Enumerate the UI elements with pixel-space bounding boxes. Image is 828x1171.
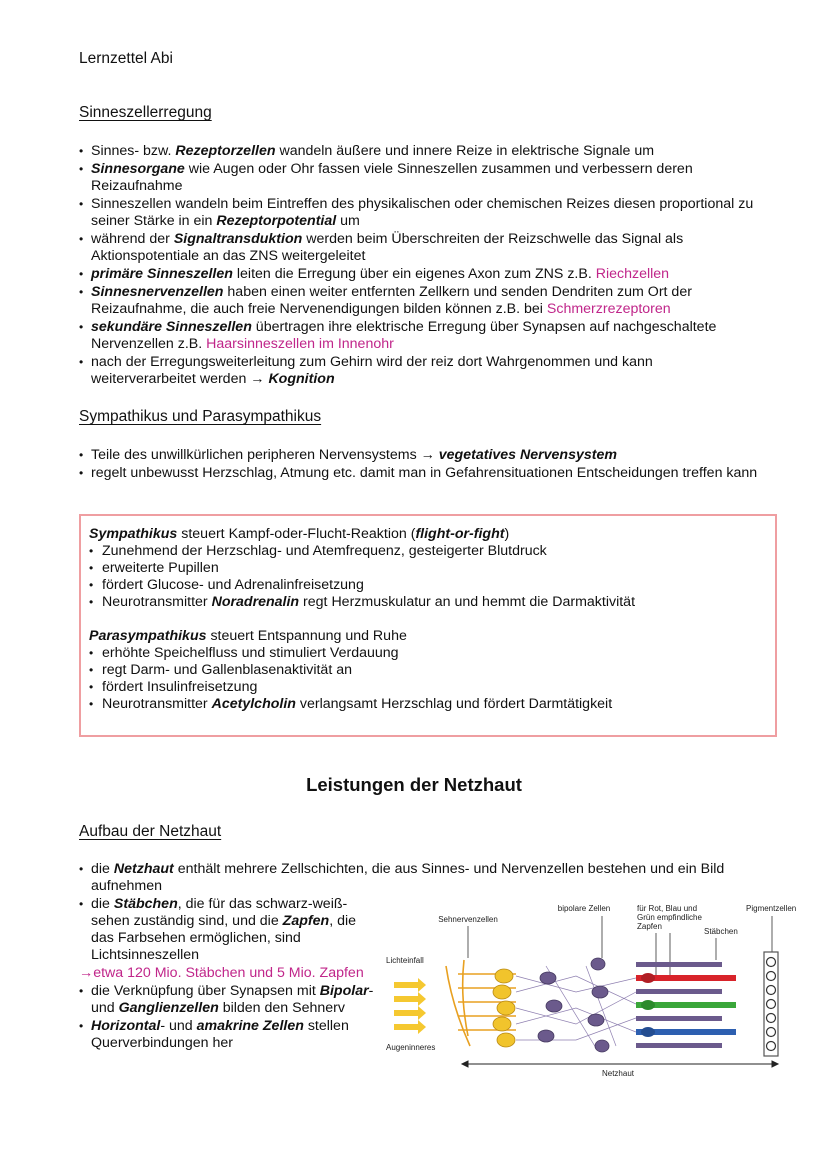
label-zapfen-1: für Rot, Blau und	[637, 904, 698, 913]
cross-connections	[516, 966, 636, 1048]
netzhaut-cells-list	[79, 896, 379, 964]
section-heading-sinneszellerregung: Sinneszellerregung	[79, 104, 212, 121]
list-item: • regt Darm- und Gallenblasenaktivität an	[89, 662, 767, 679]
label-sehnervenzellen: Sehnervenzellen	[438, 915, 498, 924]
center-title: Leistungen der Netzhaut	[306, 774, 522, 795]
list-item: • Sinnesnervenzellen haben einen weiter entfernten Zellkern und senden Dendriten zum Ort der Reizaufnahme, die auch freie Nervenendigungen bilden können z.B. bei Schmerzrezeptoren	[79, 284, 759, 318]
list-item: • Sinneszellen wandeln beim Eintreffen des physikalischen oder chemischen Reizes diesen proportional zu seiner Stärke in ein Rezeptorpotential um	[79, 196, 759, 230]
photoreceptors	[636, 962, 736, 1048]
sympathikus-effects-list	[89, 543, 767, 611]
label-pigmentzellen: Pigmentzellen	[746, 904, 797, 913]
list-item: • regelt unbewusst Herzschlag, Atmung etc. damit man in Gefahrensituationen Entscheidungen treffen kann	[79, 465, 759, 482]
list-item: • Teile des unwillkürlichen peripheren Nervensystems → vegetatives Nervensystem	[79, 447, 759, 464]
list-item: • während der Signaltransduktion werden beim Überschreiten der Reizschwelle das Signal als Aktionspotentiale an das ZNS weitergeleitet	[79, 231, 759, 265]
list-item: • Zunehmend der Herzschlag- und Atemfrequenz, gesteigerter Blutdruck	[89, 543, 767, 560]
label-lichteinfall: Lichteinfall	[386, 956, 424, 965]
list-item: • Sinnesorgane wie Augen oder Ohr fassen viele Sinneszellen zusammen und verbessern deren Reizaufnahme	[79, 161, 759, 195]
netzhaut-list	[79, 861, 759, 896]
sinneszellerregung-list	[79, 143, 759, 389]
section-heading-netzhaut: Aufbau der Netzhaut	[79, 823, 222, 840]
sympathikus-list	[79, 447, 759, 483]
page-title: Lernzettel Abi	[79, 50, 173, 67]
sympathikus-intro: Sympathikus steuert Kampf-oder-Flucht-Reaktion (flight-or-fight)	[89, 526, 510, 542]
label-augeninneres: Augeninneres	[386, 1043, 436, 1052]
list-item: • erweiterte Pupillen	[89, 560, 767, 577]
list-item: • sekundäre Sinneszellen übertragen ihre elektrische Erregung über Synapsen auf nachgeschaltete Nervenzellen z.B. Haarsinneszellen im Innenohr	[79, 319, 759, 353]
bipolar-cells	[538, 958, 609, 1052]
label-zapfen-3: Zapfen	[637, 922, 662, 931]
list-item: • fördert Glucose- und Adrenalinfreisetzung	[89, 577, 767, 594]
parasympathikus-intro: Parasympathikus steuert Entspannung und Ruhe	[89, 628, 407, 644]
label-staebchen: Stäbchen	[704, 927, 738, 936]
list-item: • fördert Insulinfreisetzung	[89, 679, 767, 696]
list-item: • die Verknüpfung über Synapsen mit Bipolar- und Ganglienzellen bilden den Sehnerv	[79, 983, 379, 1017]
lichteinfall-arrows	[394, 978, 426, 1034]
sympathikus-parasympathikus-box	[79, 514, 777, 737]
list-item: • Neurotransmitter Noradrenalin regt Herzmuskulatur an und hemmt die Darmaktivität	[89, 594, 767, 611]
section-heading-sympathikus: Sympathikus und Parasympathikus	[79, 408, 322, 425]
label-netzhaut: Netzhaut	[601, 1069, 635, 1078]
parasympathikus-effects-list	[89, 645, 767, 713]
label-zapfen-2: Grün empfindliche	[637, 913, 702, 922]
pigment-cells	[764, 952, 778, 1056]
list-item: • Sinnes- bzw. Rezeptorzellen wandeln äußere und innere Reize in elektrische Signale um	[79, 143, 759, 160]
list-item: • Horizontal- und amakrine Zellen stellen Querverbindungen her	[79, 1018, 379, 1052]
netzhaut-left-column	[79, 896, 379, 1053]
retina-diagram	[386, 896, 806, 1082]
list-item: • nach der Erregungsweiterleitung zum Gehirn wird der reiz dort Wahrgenommen und kann weiterverarbeitet werden → Kognition	[79, 354, 759, 388]
list-item: • Neurotransmitter Acetylcholin verlangsamt Herzschlag und fördert Darmtätigkeit	[89, 696, 767, 713]
list-item: • primäre Sinneszellen leiten die Erregung über ein eigenes Axon zum ZNS z.B. Riechzellen	[79, 266, 759, 283]
cell-count-note: →etwa 120 Mio. Stäbchen und 5 Mio. Zapfen	[79, 965, 364, 981]
list-item: • die Netzhaut enthält mehrere Zellschichten, die aus Sinnes- und Nervenzellen bestehen und ein Bild aufnehmen	[79, 861, 759, 895]
netzhaut-span-arrow	[462, 1061, 778, 1067]
ganglion-cells	[493, 969, 515, 1047]
list-item: • die Stäbchen, die für das schwarz-weiß-sehen zuständig sind, und die Zapfen, die das Farbsehen ermöglichen, sind Lichtsinneszellen	[79, 896, 379, 964]
label-bipolare-zellen: bipolare Zellen	[557, 904, 611, 913]
list-item: • erhöhte Speichelfluss und stimuliert Verdauung	[89, 645, 767, 662]
netzhaut-connections-list	[79, 983, 379, 1052]
